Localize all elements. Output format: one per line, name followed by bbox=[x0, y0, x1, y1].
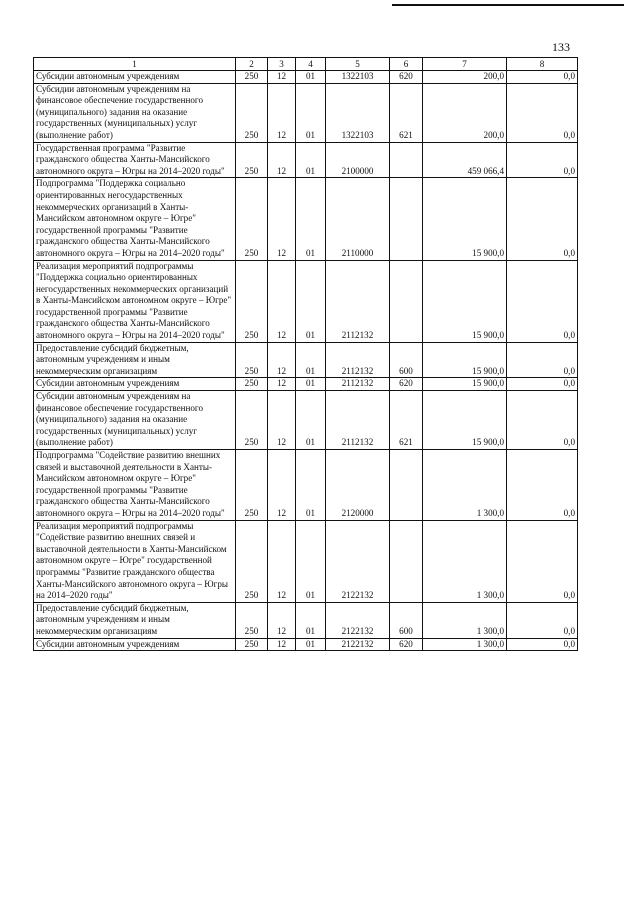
section-code-cell: 12 bbox=[268, 142, 296, 178]
row-name-cell: Предоставление субсидий бюджетным, автономным учреждениям и иным некоммерческим организациям bbox=[34, 342, 236, 378]
target-item-cell: 2110000 bbox=[326, 178, 390, 260]
ministry-code-cell: 250 bbox=[236, 71, 268, 84]
section-code-cell: 12 bbox=[268, 378, 296, 391]
subsection-code-cell: 01 bbox=[296, 638, 326, 651]
expense-type-cell: 600 bbox=[390, 342, 423, 378]
ministry-code-cell: 250 bbox=[236, 83, 268, 142]
expense-type-cell: 621 bbox=[390, 391, 423, 450]
subsection-code-cell: 01 bbox=[296, 142, 326, 178]
amount-cell: 1 300,0 bbox=[423, 450, 507, 521]
subsection-code-cell: 01 bbox=[296, 378, 326, 391]
section-code-cell: 12 bbox=[268, 342, 296, 378]
section-code-cell: 12 bbox=[268, 520, 296, 602]
amount-second-cell: 0,0 bbox=[507, 391, 578, 450]
section-code-cell: 12 bbox=[268, 71, 296, 84]
target-item-cell: 2122132 bbox=[326, 602, 390, 638]
amount-second-cell: 0,0 bbox=[507, 450, 578, 521]
expense-type-cell: 620 bbox=[390, 71, 423, 84]
expense-type-cell bbox=[390, 142, 423, 178]
row-name-cell: Подпрограмма "Содействие развитию внешних связей и выставочной деятельности в Ханты-Мансийском автономном округе – Югре" государственной программы "Развитие гражданского общества Ханты-Мансийского автономного округа – Югры на 2014–2020 годы" bbox=[34, 450, 236, 521]
ministry-code-cell: 250 bbox=[236, 178, 268, 260]
subsection-code-cell: 01 bbox=[296, 178, 326, 260]
column-header: 2 bbox=[236, 58, 268, 71]
row-name-cell: Субсидии автономным учреждениям bbox=[34, 378, 236, 391]
expense-type-cell bbox=[390, 450, 423, 521]
ministry-code-cell: 250 bbox=[236, 260, 268, 342]
subsection-code-cell: 01 bbox=[296, 260, 326, 342]
subsection-code-cell: 01 bbox=[296, 83, 326, 142]
expense-type-cell: 620 bbox=[390, 378, 423, 391]
column-header: 8 bbox=[507, 58, 578, 71]
section-code-cell: 12 bbox=[268, 638, 296, 651]
expense-type-cell: 620 bbox=[390, 638, 423, 651]
amount-second-cell: 0,0 bbox=[507, 142, 578, 178]
subsection-code-cell: 01 bbox=[296, 391, 326, 450]
table-row bbox=[34, 602, 578, 638]
amount-cell: 1 300,0 bbox=[423, 602, 507, 638]
ministry-code-cell: 250 bbox=[236, 638, 268, 651]
section-code-cell: 12 bbox=[268, 450, 296, 521]
amount-second-cell: 0,0 bbox=[507, 178, 578, 260]
section-code-cell: 12 bbox=[268, 178, 296, 260]
column-number-row bbox=[34, 58, 578, 71]
section-code-cell: 12 bbox=[268, 391, 296, 450]
amount-second-cell: 0,0 bbox=[507, 71, 578, 84]
table-row bbox=[34, 638, 578, 651]
amount-cell: 15 900,0 bbox=[423, 178, 507, 260]
row-name-cell: Субсидии автономным учреждениям на финансовое обеспечение государственного (муниципального) задания на оказание государственных (муниципальных) услуг (выполнение работ) bbox=[34, 83, 236, 142]
row-name-cell: Предоставление субсидий бюджетным, автономным учреждениям и иным некоммерческим организациям bbox=[34, 602, 236, 638]
amount-second-cell: 0,0 bbox=[507, 342, 578, 378]
ministry-code-cell: 250 bbox=[236, 391, 268, 450]
target-item-cell: 2100000 bbox=[326, 142, 390, 178]
expense-type-cell: 621 bbox=[390, 83, 423, 142]
subsection-code-cell: 01 bbox=[296, 71, 326, 84]
target-item-cell: 2122132 bbox=[326, 638, 390, 651]
expense-type-cell bbox=[390, 520, 423, 602]
expense-type-cell: 600 bbox=[390, 602, 423, 638]
ministry-code-cell: 250 bbox=[236, 142, 268, 178]
column-header: 6 bbox=[390, 58, 423, 71]
target-item-cell: 2120000 bbox=[326, 450, 390, 521]
subsection-code-cell: 01 bbox=[296, 602, 326, 638]
amount-cell: 459 066,4 bbox=[423, 142, 507, 178]
amount-cell: 200,0 bbox=[423, 83, 507, 142]
table-row bbox=[34, 71, 578, 84]
target-item-cell: 1322103 bbox=[326, 71, 390, 84]
expense-type-cell bbox=[390, 260, 423, 342]
table-row bbox=[34, 520, 578, 602]
table-row bbox=[34, 142, 578, 178]
amount-second-cell: 0,0 bbox=[507, 602, 578, 638]
column-header: 1 bbox=[34, 58, 236, 71]
subsection-code-cell: 01 bbox=[296, 450, 326, 521]
table-row bbox=[34, 378, 578, 391]
subsection-code-cell: 01 bbox=[296, 520, 326, 602]
target-item-cell: 2112132 bbox=[326, 342, 390, 378]
table-row bbox=[34, 83, 578, 142]
table-row bbox=[34, 342, 578, 378]
target-item-cell: 1322103 bbox=[326, 83, 390, 142]
column-header: 3 bbox=[268, 58, 296, 71]
target-item-cell: 2112132 bbox=[326, 391, 390, 450]
amount-cell: 15 900,0 bbox=[423, 391, 507, 450]
row-name-cell: Субсидии автономным учреждениям bbox=[34, 71, 236, 84]
amount-second-cell: 0,0 bbox=[507, 378, 578, 391]
budget-table bbox=[33, 57, 578, 651]
row-name-cell: Подпрограмма "Поддержка социально ориентированных негосударственных некоммерческих организаций в Ханты-Мансийском автономном округе – Югре" государственной программы "Развитие гражданского общества Ханты-Мансийского автономного округа – Югры на 2014–2020 годы" bbox=[34, 178, 236, 260]
section-code-cell: 12 bbox=[268, 83, 296, 142]
row-name-cell: Субсидии автономным учреждениям bbox=[34, 638, 236, 651]
table-row bbox=[34, 391, 578, 450]
row-name-cell: Реализация мероприятий подпрограммы "Содействие развитию внешних связей и выставочной деятельности в Ханты-Мансийском автономном округе – Югре" государственной программы "Развитие гражданского общества Ханты-Мансийского автономного округа – Югры на 2014–2020 годы" bbox=[34, 520, 236, 602]
amount-second-cell: 0,0 bbox=[507, 83, 578, 142]
ministry-code-cell: 250 bbox=[236, 378, 268, 391]
page-number: 133 bbox=[552, 40, 570, 54]
subsection-code-cell: 01 bbox=[296, 342, 326, 378]
table-row bbox=[34, 178, 578, 260]
ministry-code-cell: 250 bbox=[236, 602, 268, 638]
ministry-code-cell: 250 bbox=[236, 450, 268, 521]
ministry-code-cell: 250 bbox=[236, 520, 268, 602]
expense-type-cell bbox=[390, 178, 423, 260]
amount-cell: 200,0 bbox=[423, 71, 507, 84]
table-row bbox=[34, 450, 578, 521]
amount-cell: 1 300,0 bbox=[423, 520, 507, 602]
target-item-cell: 2112132 bbox=[326, 378, 390, 391]
target-item-cell: 2122132 bbox=[326, 520, 390, 602]
amount-second-cell: 0,0 bbox=[507, 638, 578, 651]
ministry-code-cell: 250 bbox=[236, 342, 268, 378]
amount-second-cell: 0,0 bbox=[507, 520, 578, 602]
column-header: 5 bbox=[326, 58, 390, 71]
table-row bbox=[34, 260, 578, 342]
row-name-cell: Субсидии автономным учреждениям на финансовое обеспечение государственного (муниципального) задания на оказание государственных (муниципальных) услуг (выполнение работ) bbox=[34, 391, 236, 450]
amount-cell: 15 900,0 bbox=[423, 378, 507, 391]
section-code-cell: 12 bbox=[268, 260, 296, 342]
section-code-cell: 12 bbox=[268, 602, 296, 638]
amount-second-cell: 0,0 bbox=[507, 260, 578, 342]
column-header: 4 bbox=[296, 58, 326, 71]
target-item-cell: 2112132 bbox=[326, 260, 390, 342]
amount-cell: 15 900,0 bbox=[423, 260, 507, 342]
row-name-cell: Реализация мероприятий подпрограммы "Поддержка социально ориентированных негосударственных некоммерческих организаций в Ханты-Мансийском автономном округе – Югре" государственной программы "Развитие гражданского общества Ханты-Мансийского автономного округа – Югры на 2014–2020 годы" bbox=[34, 260, 236, 342]
top-edge-line bbox=[392, 4, 624, 6]
column-header: 7 bbox=[423, 58, 507, 71]
amount-cell: 15 900,0 bbox=[423, 342, 507, 378]
amount-cell: 1 300,0 bbox=[423, 638, 507, 651]
row-name-cell: Государственная программа "Развитие гражданского общества Ханты-Мансийского автономного округа – Югры на 2014–2020 годы" bbox=[34, 142, 236, 178]
